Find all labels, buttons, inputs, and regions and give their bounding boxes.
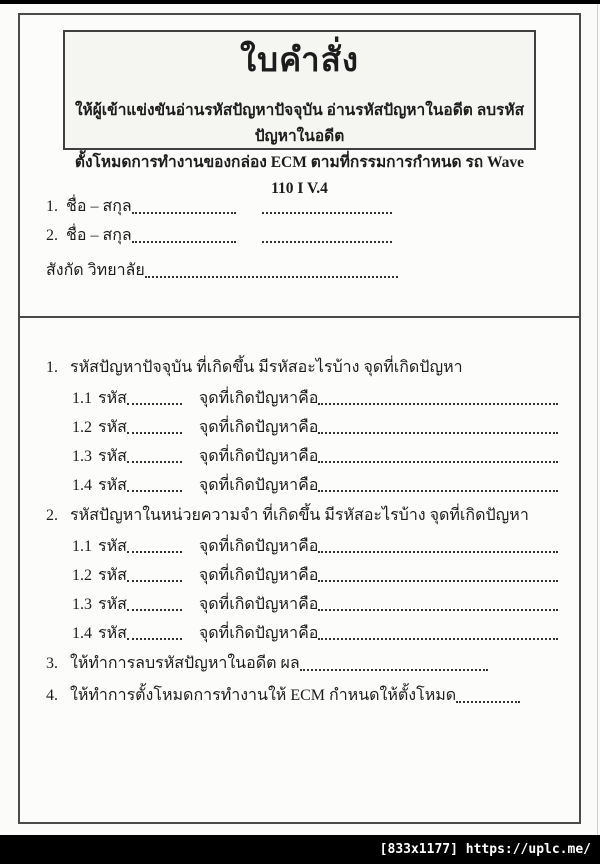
code-row-number: 1.4 xyxy=(72,625,92,642)
problem-point-blank-line xyxy=(318,578,558,582)
code-row-number: 1.1 xyxy=(72,538,92,555)
code-label: รหัส xyxy=(98,390,127,407)
code-label: รหัส xyxy=(98,477,127,494)
code-row-number: 1.3 xyxy=(72,596,92,613)
ecm-mode-blank-line xyxy=(456,699,520,703)
code-blank-line xyxy=(127,636,182,640)
code-row-number: 1.3 xyxy=(72,448,92,465)
problem-point-label: จุดที่เกิดปัญหาคือ xyxy=(198,567,319,584)
code-blank-line xyxy=(127,578,182,582)
instruction-line-1: ให้ผู้เข้าแข่งขันอ่านรหัสปัญหาปัจจุบัน อ่านรหัสปัญหาในอดีต ลบรหัสปัญหาในอดีต xyxy=(74,102,525,145)
participant-number: 2. xyxy=(46,227,58,244)
name-blank-line-2 xyxy=(262,239,392,243)
code-blank-line xyxy=(127,607,182,611)
problem-point-blank-line xyxy=(318,401,558,405)
code-row-number: 1.2 xyxy=(72,419,92,436)
task-item-3 xyxy=(46,654,558,674)
code-row-2-1 xyxy=(72,538,558,556)
code-row-1-4 xyxy=(72,477,558,495)
task-text: ให้ทำการตั้งโหมดการทำงานให้ ECM กำหนดให้ตั้งโหมด xyxy=(70,687,457,704)
participant-number: 1. xyxy=(46,198,58,215)
code-row-2-2 xyxy=(72,567,558,585)
code-blank-line xyxy=(127,401,182,405)
code-blank-line xyxy=(127,488,182,492)
problem-point-blank-line xyxy=(318,459,558,463)
problem-point-label: จุดที่เกิดปัญหาคือ xyxy=(198,448,319,465)
code-row-1-3 xyxy=(72,448,558,466)
problem-point-label: จุดที่เกิดปัญหาคือ xyxy=(198,538,319,555)
name-blank-line xyxy=(132,210,236,214)
affiliation-label: สังกัด วิทยาลัย xyxy=(46,262,145,279)
code-label: รหัส xyxy=(98,625,127,642)
scan-edge-line xyxy=(597,4,598,835)
problem-point-blank-line xyxy=(318,636,558,640)
image-host-bar xyxy=(0,835,600,864)
task-text: ให้ทำการลบรหัสปัญหาในอดีต ผล xyxy=(70,655,300,672)
code-row-2-3 xyxy=(72,596,558,614)
code-label: รหัส xyxy=(98,567,127,584)
name-blank-line xyxy=(132,239,236,243)
name-surname-label: ชื่อ – สกุล xyxy=(66,227,132,244)
code-row-number: 1.4 xyxy=(72,477,92,494)
code-row-number: 1.1 xyxy=(72,390,92,407)
problem-point-label: จุดที่เกิดปัญหาคือ xyxy=(198,419,319,436)
problem-point-blank-line xyxy=(318,430,558,434)
task-item-2 xyxy=(46,506,558,526)
code-row-2-4 xyxy=(72,625,558,643)
task-item-1 xyxy=(46,358,558,378)
problem-point-label: จุดที่เกิดปัญหาคือ xyxy=(198,477,319,494)
code-row-1-2 xyxy=(72,419,558,437)
task-text: รหัสปัญหาปัจจุบัน ที่เกิดขึ้น มีรหัสอะไรบ้าง จุดที่เกิดปัญหา xyxy=(70,359,463,376)
task-item-4 xyxy=(46,686,558,706)
top-border-strip xyxy=(0,0,600,4)
code-label: รหัส xyxy=(98,538,127,555)
code-row-number: 1.2 xyxy=(72,567,92,584)
image-host-text: [833x1177] https://uplc.me/ xyxy=(379,842,591,857)
problem-point-blank-line xyxy=(318,607,558,611)
form-outer-border xyxy=(18,13,581,824)
problem-point-blank-line xyxy=(318,549,558,553)
order-header-box xyxy=(63,30,536,197)
form-tasks-section xyxy=(20,318,579,706)
participant-row-2 xyxy=(46,226,579,246)
task-text: รหัสปัญหาในหน่วยความจำ ที่เกิดขึ้น มีรหัสอะไรบ้าง จุดที่เกิดปัญหา xyxy=(70,507,529,524)
delete-result-blank-line xyxy=(300,667,488,671)
task-number: 2. xyxy=(46,507,58,524)
affiliation-blank-line xyxy=(145,274,398,278)
code-label: รหัส xyxy=(98,448,127,465)
instruction-line-2: ตั้งโหมดการทำงานของกล่อง ECM ตามที่กรรมการกำหนด รถ Wave 110 I V.4 xyxy=(74,154,525,197)
code-blank-line xyxy=(127,549,182,553)
problem-point-blank-line xyxy=(318,488,558,492)
affiliation-row xyxy=(46,261,579,281)
task-number: 1. xyxy=(46,359,58,376)
name-blank-line-2 xyxy=(262,210,392,214)
code-label: รหัส xyxy=(98,419,127,436)
task-number: 3. xyxy=(46,655,58,672)
form-title: ใบคำสั่ง xyxy=(240,43,359,79)
code-blank-line xyxy=(127,459,182,463)
code-row-1-1 xyxy=(72,390,558,408)
code-blank-line xyxy=(127,430,182,434)
name-surname-label: ชื่อ – สกุล xyxy=(66,198,132,215)
problem-point-label: จุดที่เกิดปัญหาคือ xyxy=(198,625,319,642)
task-number: 4. xyxy=(46,687,58,704)
problem-point-label: จุดที่เกิดปัญหาคือ xyxy=(198,596,319,613)
form-upper-section xyxy=(20,30,579,318)
participants-section xyxy=(20,197,579,281)
problem-point-label: จุดที่เกิดปัญหาคือ xyxy=(198,390,319,407)
code-label: รหัส xyxy=(98,596,127,613)
